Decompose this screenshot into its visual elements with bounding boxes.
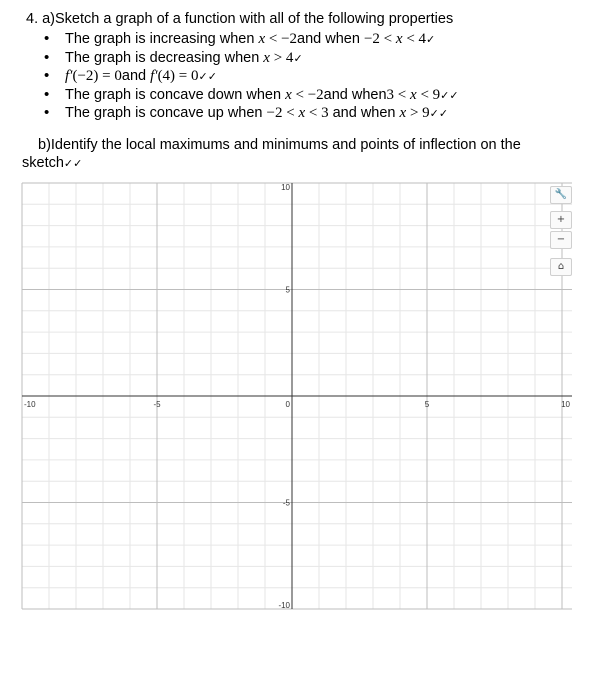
property-concave-down: • The graph is concave down when x < −2and when3 < x < 9✓✓ (44, 86, 459, 105)
check-mark: ✓✓ (63, 157, 83, 170)
x-tick-label: 10 (561, 400, 570, 409)
x-tick-label: 0 (285, 400, 290, 409)
x-tick-label: 5 (424, 400, 430, 409)
home-icon[interactable]: ⌂ (550, 258, 572, 276)
part-b-line-1: b)Identify the local maximums and minimums and points of inflection on the (38, 137, 521, 153)
property-derivative-zero: • f′(−2) = 0and f′(4) = 0✓✓ (44, 67, 459, 86)
zoom-in-icon[interactable]: + (550, 211, 572, 229)
y-tick-label: -10 (278, 601, 290, 610)
property-increasing: • The graph is increasing when x < −2and when −2 < x < 4✓ (44, 30, 459, 49)
check-mark: ✓ (426, 33, 436, 46)
zoom-out-icon[interactable]: − (550, 231, 572, 249)
property-concave-up: • The graph is concave up when −2 < x < 3 and when x > 9✓✓ (44, 104, 459, 123)
x-tick-label: -5 (153, 400, 161, 409)
question-title: 4. a)Sketch a graph of a function with all of the following properties (26, 11, 454, 27)
check-mark: ✓✓ (198, 70, 217, 84)
property-decreasing: • The graph is decreasing when x > 4✓ (44, 49, 459, 68)
x-tick-label: -10 (24, 400, 36, 409)
y-tick-label: -5 (282, 498, 290, 508)
wrench-icon[interactable]: 🔧 (550, 186, 572, 204)
y-tick-label: 5 (285, 285, 290, 295)
check-mark: ✓ (293, 51, 303, 65)
check-mark: ✓✓ (440, 88, 459, 102)
part-b-line-2: sketch (22, 155, 64, 171)
y-tick-label: 10 (281, 183, 290, 192)
check-mark: ✓✓ (429, 107, 449, 121)
